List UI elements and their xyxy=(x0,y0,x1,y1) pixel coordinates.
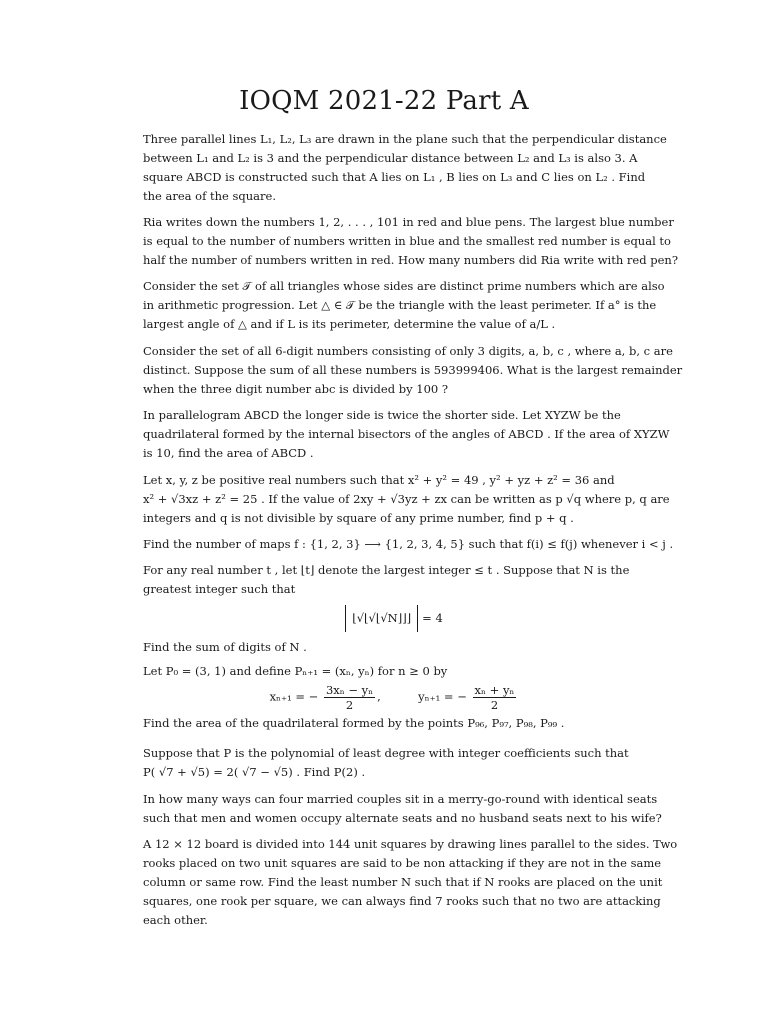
problem-line: Consider the set 𝒯 of all triangles whose sides are distinct prime numbers which are also xyxy=(143,279,665,293)
problem-line: Ria writes down the numbers 1, 2, . . . , 101 in red and blue pens. The largest blue number xyxy=(143,215,674,229)
page-title: IOQM 2021-22 Part A xyxy=(239,86,529,116)
recurrence-x-fraction xyxy=(324,683,375,712)
problem-line: half the number of numbers written in red. How many numbers did Ria write with red pen? xyxy=(143,253,678,267)
problem-line: is equal to the number of numbers written in blue and the smallest red number is equal to xyxy=(143,234,671,248)
fraction-numerator: xₙ + yₙ xyxy=(474,683,515,697)
problem-line: is 10, find the area of ABCD . xyxy=(143,446,314,460)
nested-floor-root: ⌊√⌊√⌊√N⌋⌋⌋ xyxy=(345,605,418,632)
problem-line: In parallelogram ABCD the longer side is twice the shorter side. Let XYZW be the xyxy=(143,408,621,422)
problem-line: largest angle of △ and if L is its perimeter, determine the value of a/L . xyxy=(143,317,556,331)
display-equation: xₙ₊₁ = − $\frac{\text{3xₙ − yₙ}}{2}$ , yₙ₊₁ = − $\frac{\text{xₙ + yₙ}}{2}$ xyxy=(269,683,515,712)
problem-line: x² + √3xz + z² = 25 . If the value of 2xy + √3yz + zx can be written as p √q where p, q are xyxy=(143,492,670,506)
problem-line: Let P₀ = (3, 1) and define Pₙ₊₁ = (xₙ, yₙ) for n ≥ 0 by xyxy=(143,664,448,678)
problem-line: column or same row. Find the least number N such that if N rooks are placed on the unit xyxy=(143,875,663,889)
problem-line: distinct. Suppose the sum of all these numbers is 593999406. What is the largest remainder xyxy=(143,363,683,377)
equation-rhs: = 4 xyxy=(422,611,443,625)
problem-line: A 12 × 12 board is divided into 144 unit squares by drawing lines parallel to the sides. Two xyxy=(143,837,678,851)
problem-line: Find the number of maps f : {1, 2, 3} ⟶ {1, 2, 3, 4, 5} such that f(i) ≤ f(j) whenever i < j . xyxy=(143,537,674,551)
problem-text xyxy=(143,535,674,554)
fraction-denominator: 2 xyxy=(345,698,354,712)
problem-line: when the three digit number abc is divided by 100 ? xyxy=(143,382,449,396)
problem-text xyxy=(143,471,670,528)
problem-text xyxy=(143,130,667,206)
problem-line: such that men and women occupy alternate seats and no husband seats next to his wife? xyxy=(143,811,662,825)
problem-text xyxy=(143,277,665,334)
problem-line: Find the sum of digits of N . xyxy=(143,640,307,654)
problem-line: Consider the set of all 6-digit numbers consisting of only 3 digits, a, b, c , where a, b, c are xyxy=(143,344,673,358)
problem-line: integers and q is not divisible by square of any prime number, find p + q . xyxy=(143,511,574,525)
problem-line: For any real number t , let ⌊t⌋ denote the largest integer ≤ t . Suppose that N is the xyxy=(143,563,630,577)
problem-text xyxy=(143,213,678,270)
fraction-numerator: 3xₙ − yₙ xyxy=(325,683,374,697)
problem-text xyxy=(143,406,670,463)
problem-line: between L₁ and L₂ is 3 and the perpendicular distance between L₂ and L₃ is also 3. A xyxy=(143,151,638,165)
recurrence-y-lhs: yₙ₊₁ = − xyxy=(418,689,467,704)
problem-text xyxy=(143,744,645,782)
problem-text xyxy=(143,342,683,399)
problem-line: quadrilateral formed by the internal bisectors of the angles of ABCD . If the area of XYZW xyxy=(143,427,670,441)
problem-text xyxy=(143,561,645,657)
problem-line: In how many ways can four married couples sit in a merry-go-round with identical seats xyxy=(143,792,658,806)
problem-line: in arithmetic progression. Let △ ∈ 𝒯 be the triangle with the least perimeter. If a° is the xyxy=(143,298,657,312)
problem-line: Find the area of the quadrilateral formed by the points P₉₆, P₉₇, P₉₈, P₉₉ . xyxy=(143,716,565,730)
problem-text xyxy=(143,662,645,733)
problem-text xyxy=(143,790,662,828)
problem-line: greatest integer such that xyxy=(143,582,296,596)
problem-line: squares, one rook per square, we can always find 7 rooks such that no two are attacking xyxy=(143,894,661,908)
problem-line: Let x, y, z be positive real numbers such that x² + y² = 49 , y² + yz + z² = 36 and xyxy=(143,473,615,487)
recurrence-y-fraction xyxy=(473,683,517,712)
problem-line: P( √7 + √5) = 2( √7 − √5) . Find P(2) . xyxy=(143,765,366,779)
problem-line: square ABCD is constructed such that A lies on L₁ , B lies on L₃ and C lies on L₂ . Find xyxy=(143,170,646,184)
problem-line: Three parallel lines L₁, L₂, L₃ are drawn in the plane such that the perpendicular distance xyxy=(143,132,667,146)
problem-text xyxy=(143,835,678,930)
display-equation xyxy=(143,605,645,632)
problem-line: Suppose that P is the polynomial of least degree with integer coefficients such that xyxy=(143,746,629,760)
problem-line: rooks placed on two unit squares are said to be non attacking if they are not in the same xyxy=(143,856,662,870)
recurrence-x-lhs: xₙ₊₁ = − xyxy=(269,689,319,704)
fraction-denominator: 2 xyxy=(490,698,499,712)
problem-line: the area of the square. xyxy=(143,189,276,203)
problem-line: each other. xyxy=(143,913,208,927)
